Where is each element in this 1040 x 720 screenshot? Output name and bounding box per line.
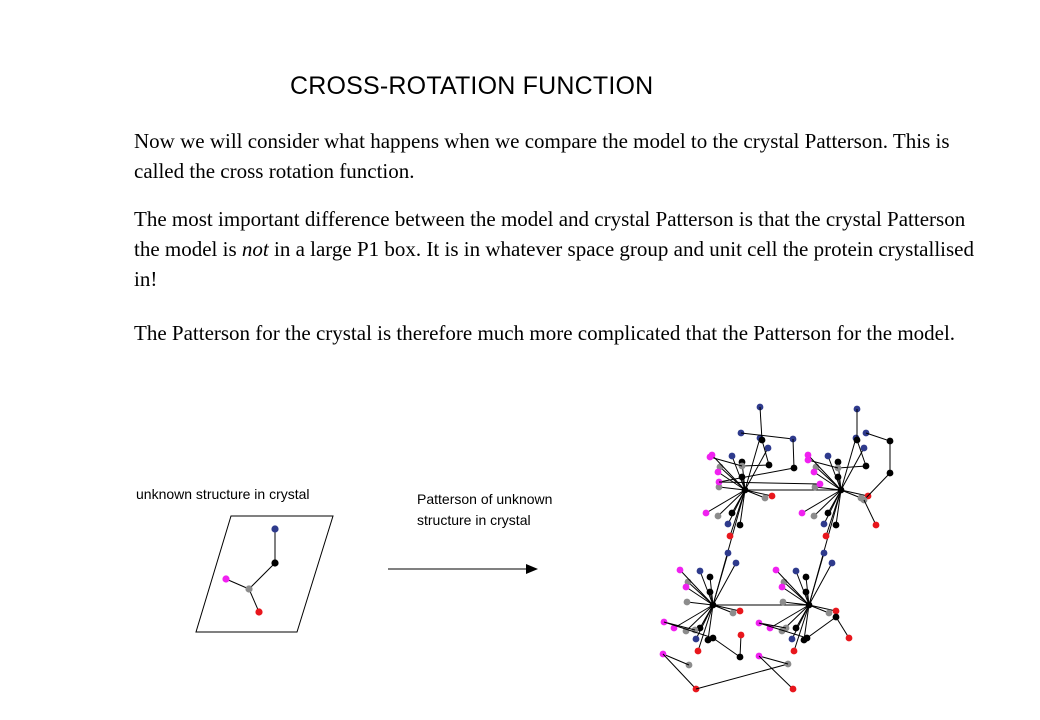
patterson-peak-magenta [683,584,690,591]
patterson-peak-navy [829,560,836,567]
patterson-peak-magenta [707,454,714,461]
patterson-peak-gray [684,599,691,606]
paragraph-difference-part2: in a large P1 box. It is in whatever space group and unit cell the protein crystallised in! [134,237,975,291]
patterson-origin [838,487,845,494]
patterson-branch [866,433,890,441]
patterson-peak-navy [693,636,700,643]
patterson-branch [696,664,788,689]
patterson-branch [742,465,769,466]
caption-patterson-line2: structure in crystal [417,512,531,528]
patterson-peak-red [738,632,745,639]
patterson-peak-black [835,459,842,466]
patterson-branch [663,654,696,689]
patterson-lattice [713,490,841,605]
patterson-peak-navy [793,568,800,575]
patterson-peak-navy [733,560,740,567]
patterson-peak-navy [725,550,732,557]
patterson-peak-navy [821,521,828,528]
unknown-molecule [226,529,275,612]
patterson-branch [663,654,689,665]
patterson-peak-red [791,648,798,655]
patterson-origin [742,487,749,494]
patterson-peak-gray [811,513,818,520]
patterson-peak-navy [725,521,732,528]
caption-unknown-structure: unknown structure in crystal [136,486,310,502]
patterson-peak-red [695,648,702,655]
patterson-peak-navy [861,445,868,452]
patterson-peak-navy [825,453,832,460]
patterson-branch [838,466,866,468]
patterson-branch [793,439,794,468]
patterson-peak-red [790,686,797,693]
patterson-peak-magenta [703,510,710,517]
patterson-branch [807,617,836,638]
patterson-peak-red [873,522,880,529]
paragraph-intro: Now we will consider what happens when we compare the model to the crystal Patterson. This is called the cross rotation function. [134,129,950,183]
slide-title: CROSS-ROTATION FUNCTION [290,72,654,100]
patterson-peak-navy [821,550,828,557]
patterson-branch [741,433,793,439]
atom-red [255,608,262,615]
patterson-peak-gray [715,513,722,520]
patterson-peak-black [833,522,840,529]
patterson-origin [710,602,717,609]
patterson-branch [759,623,807,638]
patterson-branch [808,460,838,468]
patterson-peak-black [707,574,714,581]
patterson-branch [836,617,849,638]
patterson-peak-black [737,522,744,529]
patterson-branch [864,500,876,525]
atom-gray [245,585,252,592]
patterson-peak-black [803,574,810,581]
atom-magenta [222,575,229,582]
patterson-peak-magenta [811,469,818,476]
paragraph-complexity: The Patterson for the crystal is therefore much more complicated that the Patterson for the model. [134,321,956,345]
patterson-peak-navy [697,568,704,575]
patterson-peak-gray [826,610,833,617]
patterson-peak-red [727,533,734,540]
patterson-branch [713,638,740,657]
patterson-branch [762,440,769,465]
patterson-peak-red [833,608,840,615]
patterson-branch [864,473,890,500]
arrow-right [388,564,538,574]
patterson-peak-magenta [799,510,806,517]
paragraph-difference-part1: The most important difference between the model and crystal Patterson is that the crystal Patterson the model is [134,207,966,261]
atom-black [271,559,278,566]
patterson-peak-gray [780,599,787,606]
patterson-vector [809,553,824,605]
patterson-branch [710,457,742,466]
patterson-peak-magenta [677,567,684,574]
patterson-peak-magenta [773,567,780,574]
patterson-vector [841,438,856,490]
patterson-peak-gray [730,610,737,617]
patterson-branch [857,440,866,466]
patterson-peak-red [737,608,744,615]
patterson-peak-navy [765,445,772,452]
patterson-origin [806,602,813,609]
patterson-peak-navy [789,636,796,643]
patterson-peak-magenta [805,457,812,464]
patterson-peak-gray [762,495,769,502]
patterson-vector [841,448,864,490]
patterson-map [660,404,894,693]
patterson-vector [745,448,768,490]
patterson-vector [713,563,736,605]
patterson-peak-red [823,533,830,540]
patterson-peak-magenta [779,584,786,591]
patterson-peak-red [769,493,776,500]
patterson-peak-navy [729,453,736,460]
patterson-peak-magenta [715,469,722,476]
patterson-vector [713,553,728,605]
patterson-peak-magenta [817,481,824,488]
patterson-peak-red [846,635,853,642]
caption-patterson-line1: Patterson of unknown [417,491,553,507]
atom-navy [271,525,278,532]
emphasis-not: not [241,237,269,261]
patterson-vector [809,563,832,605]
